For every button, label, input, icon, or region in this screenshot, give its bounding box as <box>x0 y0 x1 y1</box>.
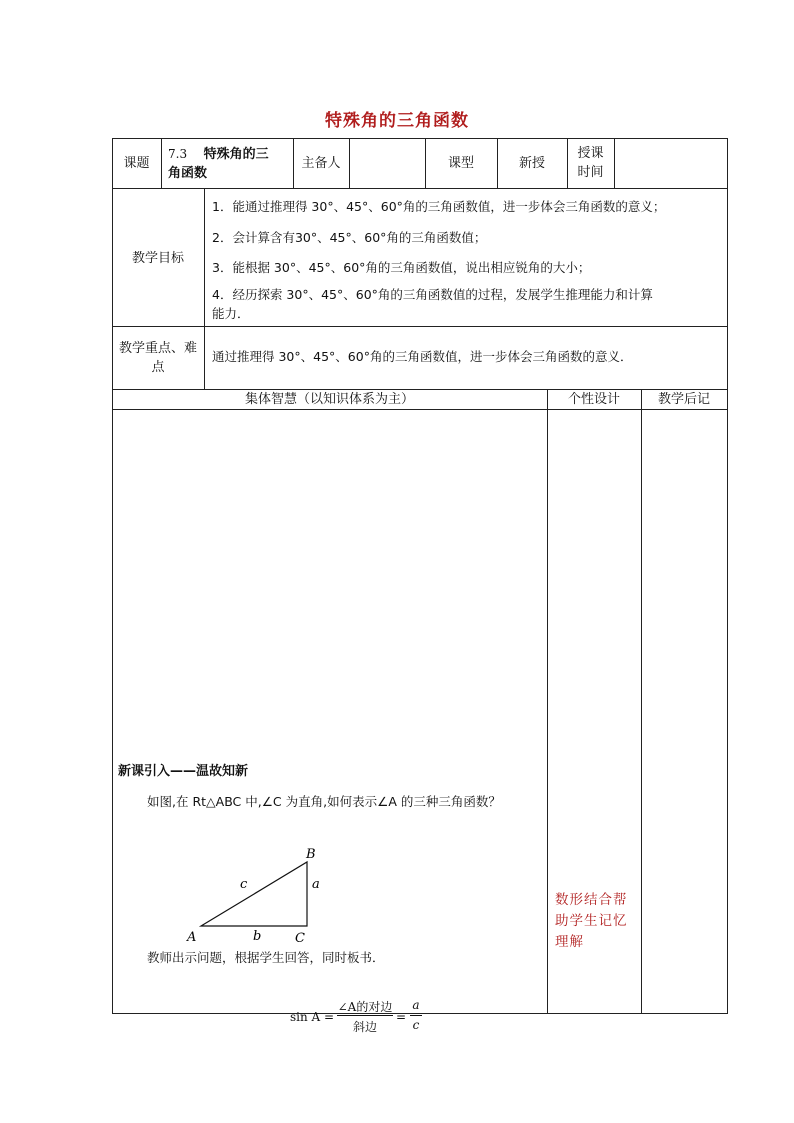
time-label-line2: 时间 <box>577 165 604 180</box>
personal-note-line: 助学生记忆 <box>555 913 628 929</box>
vertex-a-label: A <box>187 930 197 945</box>
type-value: 新授 <box>518 156 545 171</box>
vertex-c-label: C <box>295 931 305 946</box>
type-label: 课型 <box>447 156 474 171</box>
formula-bar-2 <box>410 1015 422 1016</box>
course-name-line1: 特殊角的三 <box>203 147 269 162</box>
key-points-label <box>112 339 204 377</box>
objectives-label: 教学目标 <box>131 251 184 266</box>
course-name-line2: 角函数 <box>168 166 208 181</box>
vertex-b-label: B <box>306 847 316 862</box>
formula-denominator: 斜边 <box>352 1020 377 1034</box>
formula-bar <box>337 1015 393 1016</box>
side-a-label: a <box>312 877 320 892</box>
time-label <box>567 144 614 182</box>
formula-c: c <box>412 1018 420 1032</box>
objective-item: 3．能根据 30°、45°、60°角的三角函数值，说出相应锐角的大小； <box>212 260 591 275</box>
personal-note-line: 数形结合帮 <box>555 892 628 908</box>
formula-numerator: ∠A的对边 <box>337 1000 393 1014</box>
course-title <box>168 145 292 183</box>
preparer-label: 主备人 <box>301 156 341 171</box>
formula-lhs: sin A = <box>290 1010 335 1024</box>
page-title: 特殊角的三角函数 <box>325 111 469 131</box>
objective-item: 4．经历探索 30°、45°、60°角的三角函数值的过程，发展学生推理能力和计算 <box>212 287 653 302</box>
side-c-label: c <box>240 877 248 892</box>
time-label-line1: 授课 <box>577 146 604 161</box>
right-triangle-figure <box>180 842 340 947</box>
personal-note <box>555 890 639 953</box>
key-points-label-line2: 点 <box>151 360 165 375</box>
objective-item: 2．会计算含有30°、45°、60°角的三角函数值； <box>212 230 487 245</box>
column-personal: 个性设计 <box>567 392 620 407</box>
formula-a: a <box>412 998 420 1012</box>
personal-note-line: 理解 <box>555 934 584 950</box>
key-points-label-line1: 教学重点、难 <box>118 341 197 356</box>
key-points-text: 通过推理得 30°、45°、60°角的三角函数值，进一步体会三角函数的意义． <box>212 349 633 364</box>
objective-item: 能力． <box>212 306 250 321</box>
formula-equals: = <box>396 1010 407 1024</box>
objective-item: 1．能通过推理得 30°、45°、60°角的三角函数值，进一步体会三角函数的意义； <box>212 199 666 214</box>
teacher-text: 教师出示问题，根据学生回答，同时板书． <box>147 950 385 965</box>
side-b-label: b <box>253 929 262 944</box>
triangle-shape <box>201 862 307 926</box>
course-label: 课题 <box>123 156 150 171</box>
column-notes: 教学后记 <box>657 392 710 407</box>
sine-formula <box>290 998 440 1038</box>
course-number: 7.3 <box>168 147 188 161</box>
section-heading: 新课引入——温故知新 <box>118 764 249 779</box>
column-collective: 集体智慧（以知识体系为主） <box>244 392 414 407</box>
lesson-question: 如图,在 Rt△ABC 中,∠C 为直角,如何表示∠A 的三种三角函数？ <box>147 794 501 809</box>
